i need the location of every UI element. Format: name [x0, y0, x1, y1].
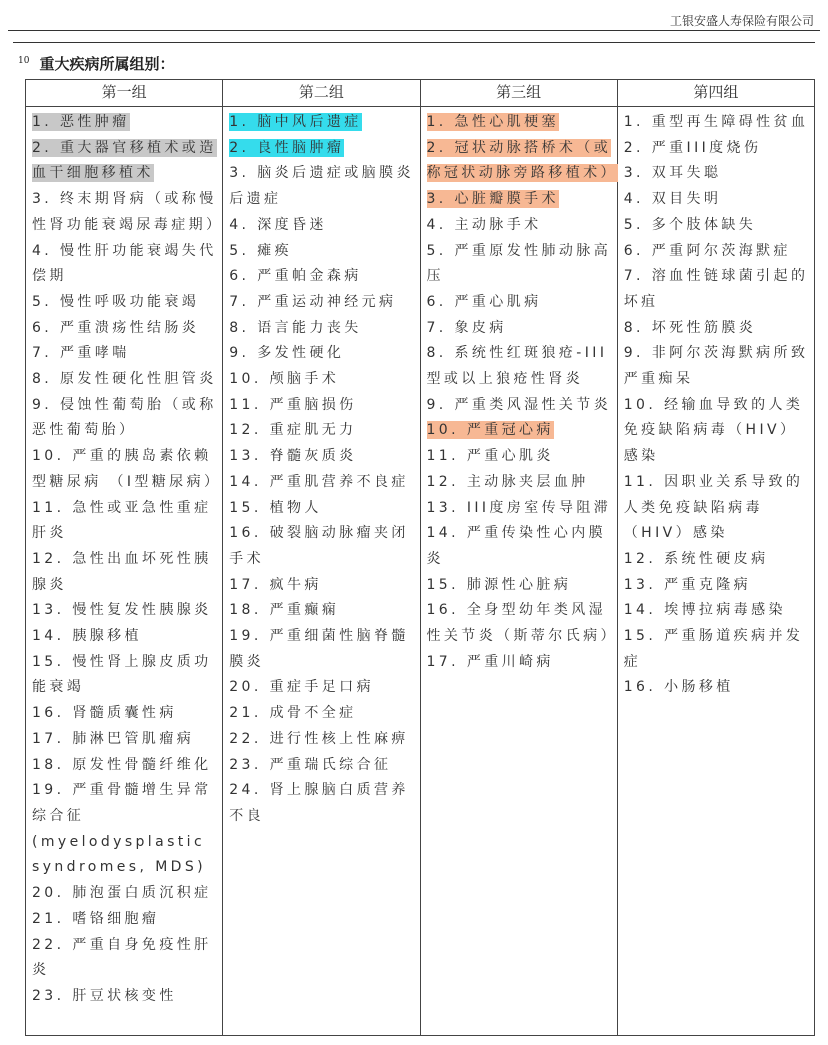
- disease-item-text: 21. 成骨不全症: [229, 705, 357, 722]
- disease-item: [229, 727, 417, 753]
- disease-item: [229, 624, 417, 675]
- disease-item-text: 5. 瘫痪: [229, 242, 293, 259]
- disease-item-text: 7. 溶血性链球菌引起的坏疽: [623, 268, 809, 310]
- disease-item-text: 3. 终末期肾病（或称慢性肾功能衰竭尿毒症期）: [32, 191, 224, 233]
- disease-item-text: 15. 肺源性心脏病: [426, 576, 572, 593]
- disease-item-text: 10. 严重冠心病: [426, 422, 554, 439]
- company-name: 工银安盛人寿保险有限公司: [669, 14, 814, 28]
- disease-item: [229, 418, 417, 444]
- disease-item: [624, 264, 812, 315]
- disease-item: [229, 316, 417, 342]
- disease-item-text: 3. 心脏瓣膜手术: [426, 191, 559, 208]
- disease-item: [427, 393, 615, 419]
- disease-item-text: 20. 重症手足口病: [229, 679, 374, 696]
- disease-item-text: 4. 慢性肝功能衰竭失代偿期: [32, 242, 217, 285]
- disease-item: [32, 547, 220, 598]
- disease-item-text: 14. 胰腺移植: [32, 628, 142, 645]
- disease-item: [229, 213, 417, 239]
- disease-item-text: 17. 严重川崎病: [426, 653, 554, 670]
- disease-item: [32, 598, 220, 624]
- disease-item-text: 18. 原发性骨髓纤维化: [32, 756, 212, 773]
- disease-item: [32, 650, 220, 701]
- disease-item: [32, 496, 220, 547]
- disease-item-text: 6. 严重阿尔茨海默症: [623, 242, 791, 259]
- disease-item-text: 16. 小肠移植: [623, 679, 734, 696]
- table-body-row: [26, 107, 815, 1036]
- disease-item-text: 5. 多个肢体缺失: [623, 216, 757, 233]
- disease-item: [32, 136, 220, 187]
- disease-item-text: 10. 经输血导致的人类免疫缺陷病毒（HIV）感染: [623, 396, 804, 465]
- disease-item: [229, 110, 417, 136]
- disease-item-text: 7. 严重哮喘: [32, 345, 130, 362]
- disease-item-text: 2. 良性脑肿瘤: [229, 139, 345, 156]
- disease-item-text: 15. 慢性肾上腺皮质功能衰竭: [32, 653, 212, 696]
- disease-item-text: 11. 急性或亚急性重症肝炎: [32, 499, 212, 542]
- disease-item: [624, 161, 812, 187]
- disease-item-text: 15. 植物人: [229, 499, 322, 516]
- disease-item-text: 1. 脑中风后遗症: [229, 114, 362, 130]
- disease-item: [229, 778, 417, 829]
- disease-item: [32, 727, 220, 753]
- disease-item: [427, 290, 615, 316]
- disease-item-text: 8. 原发性硬化性胆管炎: [32, 371, 217, 388]
- disease-item: [427, 187, 615, 213]
- disease-item-text: 8. 语言能力丧失: [229, 319, 362, 336]
- group-header: 第四组: [617, 80, 814, 107]
- disease-item-text: 23. 肝豆状核变性: [32, 987, 177, 1004]
- disease-item-text: 14. 埃博拉病毒感染: [623, 602, 786, 619]
- disease-item: [624, 316, 812, 342]
- disease-item: [427, 521, 615, 572]
- disease-item: [427, 444, 615, 470]
- disease-item-text: 22. 严重自身免疫性肝炎: [32, 936, 212, 979]
- disease-item: [624, 547, 812, 573]
- disease-group-table: [25, 79, 815, 1036]
- disease-item: [624, 393, 812, 470]
- disease-item: [32, 187, 224, 238]
- disease-item-text: 8. 系统性红斑狼疮-III型或以上狼疮性肾炎: [426, 345, 608, 388]
- disease-item: [32, 933, 220, 984]
- footnote-number: 10: [18, 56, 30, 66]
- disease-item: [229, 521, 417, 572]
- disease-item-text: 5. 严重原发性肺动脉高压: [426, 242, 612, 285]
- disease-item-text: 7. 象皮病: [426, 319, 507, 336]
- disease-item: [32, 110, 220, 136]
- disease-item-text: 11. 因职业关系导致的人类免疫缺陷病毒（HIV）感染: [623, 473, 804, 542]
- disease-item-text: 12. 主动脉夹层血肿: [426, 473, 589, 490]
- disease-item-text: 8. 坏死性筋膜炎: [623, 319, 757, 336]
- disease-item: [229, 444, 417, 470]
- disease-item-text: 16. 全身型幼年类风湿性关节炎（斯蒂尔氏病）: [426, 602, 618, 645]
- disease-item: [32, 753, 220, 779]
- disease-item-text: 4. 主动脉手术: [426, 216, 542, 233]
- disease-item-text: 13. 慢性复发性胰腺炎: [32, 602, 212, 619]
- disease-item-text: 9. 严重类风湿性关节炎: [426, 396, 612, 413]
- disease-item-text: 23. 严重瑞氏综合征: [229, 756, 392, 773]
- disease-item: [229, 675, 417, 701]
- header-rule: [8, 30, 820, 31]
- disease-item: [32, 701, 220, 727]
- disease-item: [427, 650, 615, 676]
- header-rule-secondary: [13, 42, 815, 43]
- disease-item-text: 16. 破裂脑动脉瘤夹闭手术: [229, 525, 409, 567]
- disease-item: [32, 316, 220, 342]
- disease-item: [229, 264, 417, 290]
- disease-item: [624, 573, 812, 599]
- disease-item: [427, 470, 615, 496]
- disease-item: [624, 624, 812, 675]
- disease-item-text: 20. 肺泡蛋白质沉积症: [32, 885, 212, 902]
- disease-item: [229, 573, 417, 599]
- disease-item-text: 2. 严重III度烧伤: [623, 139, 762, 156]
- disease-item-text: 17. 肺淋巴管肌瘤病: [32, 730, 195, 747]
- disease-item-text: 1. 急性心肌梗塞: [426, 114, 559, 130]
- disease-item-text: 6. 严重心肌病: [426, 293, 542, 310]
- disease-item: [624, 598, 812, 624]
- disease-item: [427, 573, 615, 599]
- disease-item: [427, 239, 615, 290]
- disease-item: [624, 213, 812, 239]
- disease-item: [229, 470, 417, 496]
- disease-item: [427, 110, 615, 136]
- disease-item: [32, 984, 220, 1010]
- disease-item-text: 10. 颅脑手术: [229, 371, 340, 388]
- disease-item: [427, 418, 615, 444]
- group-header: 第三组: [420, 80, 617, 107]
- disease-item: [624, 239, 812, 265]
- disease-item: [229, 393, 417, 419]
- disease-item: [32, 341, 220, 367]
- disease-item-text: 4. 双目失明: [623, 191, 722, 208]
- disease-item: [229, 136, 417, 162]
- disease-item-text: 21. 嗜铬细胞瘤: [32, 910, 160, 927]
- disease-item-text: 1. 恶性肿瘤: [32, 114, 130, 130]
- disease-item-text: 14. 严重传染性心内膜炎: [426, 525, 607, 567]
- disease-item-text: 16. 肾髓质囊性病: [32, 705, 177, 722]
- disease-item-text: 19. 严重细菌性脑脊髓膜炎: [229, 628, 409, 670]
- disease-item: [426, 598, 618, 649]
- disease-item-text: 6. 严重溃疡性结肠炎: [32, 319, 200, 336]
- disease-item: [229, 367, 417, 393]
- disease-item-text: 3. 双耳失聪: [623, 165, 722, 182]
- disease-item: [32, 624, 220, 650]
- disease-item-text: 9. 非阿尔茨海默病所致严重痴呆: [623, 345, 809, 388]
- disease-item: [32, 444, 220, 495]
- disease-item: [229, 701, 417, 727]
- disease-item: [229, 290, 417, 316]
- disease-item-text: 13. III度房室传导阻滞: [426, 499, 612, 516]
- disease-item: [229, 341, 417, 367]
- group-column: [617, 107, 814, 1036]
- section-title-text: 重大疾病所属组别：: [39, 55, 175, 73]
- disease-item-text: 7. 严重运动神经元病: [229, 293, 397, 310]
- disease-item-text: 15. 严重肠道疾病并发症: [623, 628, 804, 670]
- disease-item: [427, 496, 615, 522]
- disease-item: [624, 136, 812, 162]
- disease-item-text: 12. 急性出血坏死性胰腺炎: [32, 550, 212, 593]
- disease-item-text: 1. 重型再生障碍性贫血: [623, 114, 809, 130]
- disease-item-text: 19. 严重骨髓增生异常综合征(myelodysplastic syndromes, MDS): [32, 782, 212, 876]
- disease-item-text: 2. 冠状动脉搭桥术（或称冠状动脉旁路移植术）: [426, 139, 618, 182]
- disease-item: [32, 778, 220, 881]
- group-header: 第一组: [26, 80, 223, 107]
- disease-item: [624, 470, 812, 547]
- disease-item: [624, 110, 812, 136]
- disease-item-text: 22. 进行性核上性麻痹: [229, 730, 409, 747]
- disease-item-text: 18. 严重癫痫: [229, 602, 340, 619]
- disease-item: [427, 213, 615, 239]
- disease-item-text: 12. 重症肌无力: [229, 422, 357, 439]
- disease-item: [427, 341, 615, 392]
- disease-item: [32, 881, 220, 907]
- disease-item-text: 11. 严重脑损伤: [229, 396, 357, 413]
- disease-item: [32, 393, 220, 444]
- disease-item: [229, 598, 417, 624]
- disease-item: [32, 907, 220, 933]
- table-header-row: [26, 80, 815, 107]
- disease-item-text: 4. 深度昏迷: [229, 216, 327, 233]
- disease-item-text: 2. 重大器官移植术或造血干细胞移植术: [32, 139, 217, 182]
- disease-item: [427, 316, 615, 342]
- disease-item-text: 11. 严重心肌炎: [426, 448, 554, 465]
- section-title: [18, 53, 174, 74]
- disease-item-text: 5. 慢性呼吸功能衰竭: [32, 293, 200, 310]
- disease-item-text: 14. 严重肌营养不良症: [229, 473, 409, 490]
- disease-item: [32, 290, 220, 316]
- group-column: [223, 107, 420, 1036]
- disease-item-text: 9. 侵蚀性葡萄胎（或称恶性葡萄胎）: [32, 396, 217, 439]
- disease-item-text: 12. 系统性硬皮病: [623, 550, 769, 567]
- disease-item-text: 17. 疯牛病: [229, 576, 322, 593]
- disease-item: [426, 136, 618, 187]
- disease-item-text: 13. 脊髓灰质炎: [229, 448, 357, 465]
- disease-item: [624, 341, 812, 392]
- disease-item: [229, 239, 417, 265]
- disease-item-text: 24. 肾上腺脑白质营养不良: [229, 782, 409, 824]
- disease-item-text: 9. 多发性硬化: [229, 345, 345, 362]
- disease-item-text: 13. 严重克隆病: [623, 576, 752, 593]
- disease-item-text: 10. 严重的胰岛素依赖型糖尿病 （I型糖尿病）: [32, 448, 222, 490]
- disease-item: [229, 496, 417, 522]
- disease-item: [624, 187, 812, 213]
- disease-item-text: 6. 严重帕金森病: [229, 268, 362, 285]
- group-header: 第二组: [223, 80, 420, 107]
- disease-item: [624, 675, 812, 701]
- disease-item: [229, 161, 417, 212]
- disease-item: [32, 367, 220, 393]
- disease-item-text: 3. 脑炎后遗症或脑膜炎后遗症: [229, 165, 414, 208]
- disease-item: [229, 753, 417, 779]
- group-column: [26, 107, 223, 1036]
- disease-item: [32, 239, 220, 290]
- group-column: [420, 107, 617, 1036]
